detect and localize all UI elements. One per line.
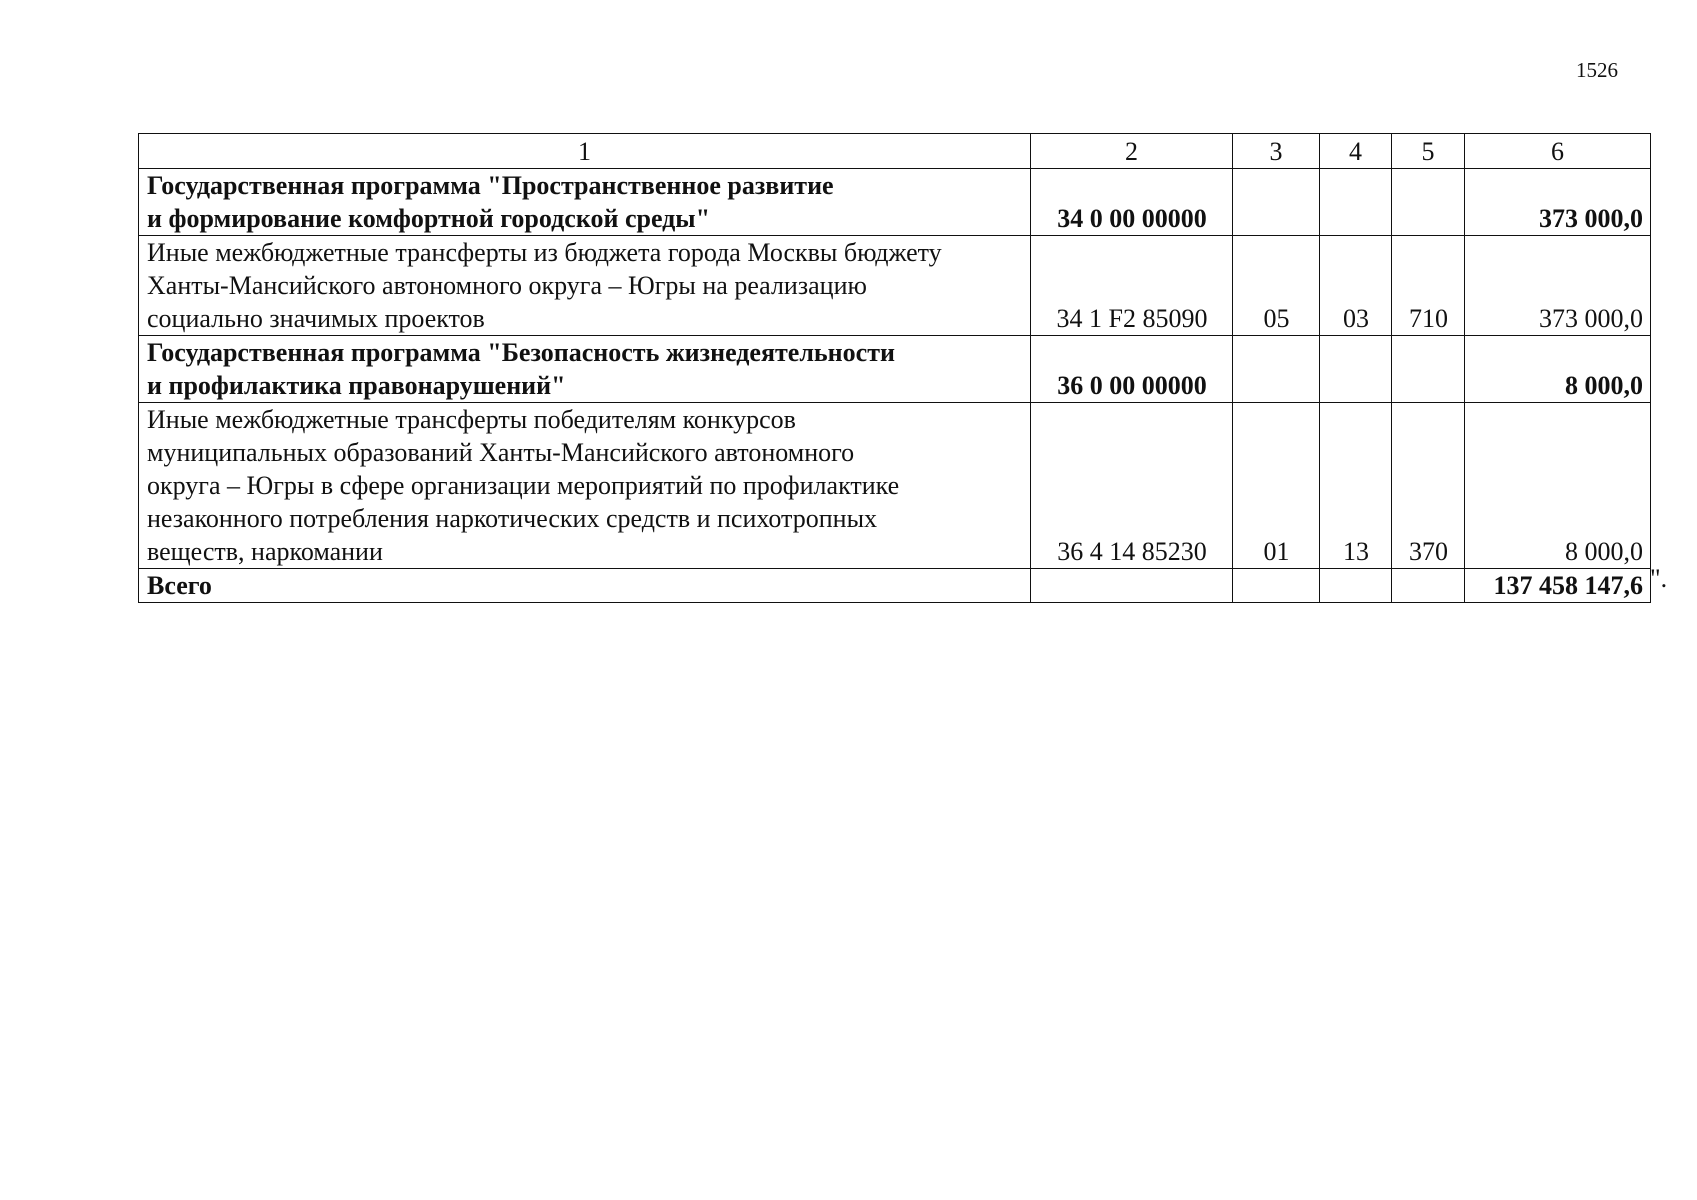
row-col5 [1392,336,1465,403]
row-code: 36 4 14 85230 [1031,403,1233,569]
header-cell-1: 1 [139,134,1031,169]
budget-table-container [138,133,1651,603]
total-sum: 137 458 147,6 [1465,569,1651,603]
row-name [139,169,1031,236]
row-sum: 373 000,0 [1465,236,1651,336]
row-name-line: незаконного потребления наркотических средств и психотропных [147,504,878,533]
page-number: 1526 [1576,58,1618,82]
row-col5: 710 [1392,236,1465,336]
row-sum: 8 000,0 [1465,403,1651,569]
row-col5 [1392,169,1465,236]
row-col4 [1320,169,1392,236]
row-code: 34 0 00 00000 [1031,169,1233,236]
total-empty-cell [1233,569,1320,603]
table-header-row [139,134,1651,169]
table-row-total [139,569,1651,603]
row-col3 [1233,336,1320,403]
row-name-line: и профилактика правонарушений" [147,371,566,400]
table-row-program-36 [139,336,1651,403]
row-name-line: округа – Югры в сфере организации мероприятий по профилактике [147,471,900,500]
row-col3: 01 [1233,403,1320,569]
row-col4: 03 [1320,236,1392,336]
total-empty-cell [1031,569,1233,603]
row-name-line: муниципальных образований Ханты-Мансийского автономного [147,438,855,467]
total-empty-cell [1392,569,1465,603]
header-cell-6: 6 [1465,134,1651,169]
row-name-line: веществ, наркомании [147,537,383,566]
closing-quote-mark: ". [1650,564,1668,593]
row-name-line: Ханты-Мансийского автономного округа – Югры на реализацию [147,271,867,300]
row-name [139,403,1031,569]
row-col4: 13 [1320,403,1392,569]
row-col5: 370 [1392,403,1465,569]
row-name-line: и формирование комфортной городской среды" [147,204,711,233]
budget-table [138,133,1651,603]
row-col3: 05 [1233,236,1320,336]
row-name-line: социально значимых проектов [147,304,485,333]
row-name [139,336,1031,403]
row-name [139,236,1031,336]
header-cell-2: 2 [1031,134,1233,169]
total-label: Всего [139,569,1031,603]
header-cell-4: 4 [1320,134,1392,169]
total-empty-cell [1320,569,1392,603]
row-code: 36 0 00 00000 [1031,336,1233,403]
header-cell-5: 5 [1392,134,1465,169]
row-name-line: Государственная программа "Безопасность жизнедеятельности [147,338,895,367]
row-sum: 373 000,0 [1465,169,1651,236]
row-name-line: Государственная программа "Пространственное развитие [147,171,834,200]
row-name-line: Иные межбюджетные трансферты победителям конкурсов [147,405,796,434]
row-sum: 8 000,0 [1465,336,1651,403]
row-col3 [1233,169,1320,236]
table-row-transfer-moscow [139,236,1651,336]
row-col4 [1320,336,1392,403]
table-row-transfer-contest [139,403,1651,569]
row-name-line: Иные межбюджетные трансферты из бюджета города Москвы бюджету [147,238,942,267]
header-cell-3: 3 [1233,134,1320,169]
table-row-program-34 [139,169,1651,236]
row-code: 34 1 F2 85090 [1031,236,1233,336]
